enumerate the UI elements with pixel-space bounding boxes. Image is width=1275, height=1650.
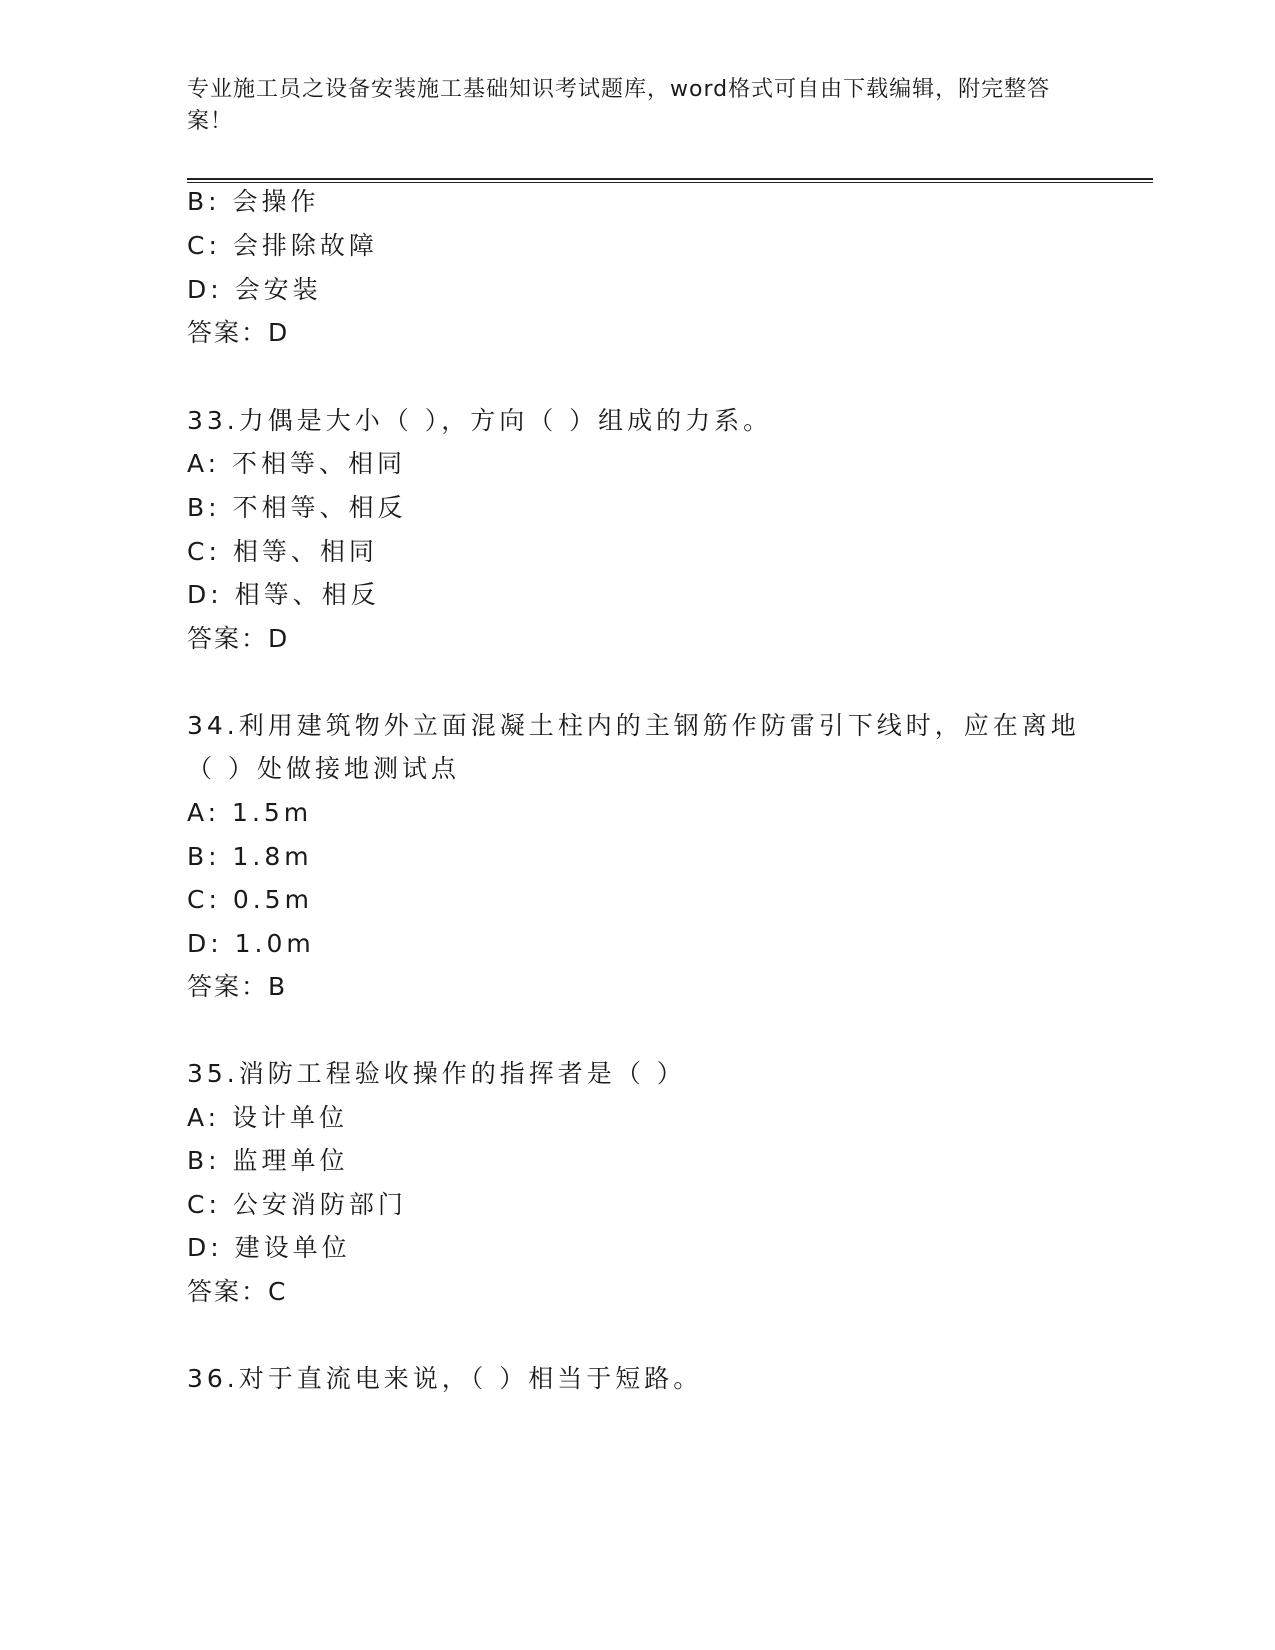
- q34-answer: 答案：B: [187, 972, 288, 1001]
- q33-answer: 答案：D: [187, 624, 290, 653]
- header-divider: [187, 178, 1153, 183]
- document-header: 专业施工员之设备安装施工基础知识考试题库，word格式可自由下载编辑，附完整答案！: [187, 77, 1051, 134]
- q35-answer: 答案：C: [187, 1277, 288, 1306]
- q35-option-c: C: 公安消防部门: [187, 1190, 407, 1219]
- q33-option-a: A: 不相等、相同: [187, 449, 407, 478]
- q33-option-d: D: 相等、相反: [187, 580, 380, 609]
- q34-option-d: D: 1.0m: [187, 929, 315, 958]
- q35-option-b: B: 监理单位: [187, 1146, 349, 1175]
- q32-answer: 答案：D: [187, 318, 290, 347]
- q35-option-a: A: 设计单位: [187, 1103, 349, 1132]
- q34-option-a: A: 1.5m: [187, 798, 313, 827]
- q35-question: 35.消防工程验收操作的指挥者是（ ）: [187, 1059, 686, 1088]
- q34-option-b: B: 1.8m: [187, 842, 313, 871]
- q34-question-line2: （ ）处做接地测试点: [187, 754, 460, 783]
- q32-option-b: B: 会操作: [187, 187, 320, 216]
- q35-option-d: D: 建设单位: [187, 1233, 351, 1262]
- q33-option-b: B: 不相等、相反: [187, 493, 407, 522]
- q33-option-c: C: 相等、相同: [187, 537, 378, 566]
- q32-option-c: C: 会排除故障: [187, 231, 378, 260]
- q34-question-line1: 34.利用建筑物外立面混凝土柱内的主钢筋作防雷引下线时，应在离地: [187, 711, 1080, 740]
- q33-question: 33.力偶是大小（ ），方向（ ）组成的力系。: [187, 406, 773, 435]
- q36-question: 36.对于直流电来说，（ ）相当于短路。: [187, 1364, 703, 1393]
- q34-option-c: C: 0.5m: [187, 885, 313, 914]
- q32-option-d: D: 会安装: [187, 275, 322, 304]
